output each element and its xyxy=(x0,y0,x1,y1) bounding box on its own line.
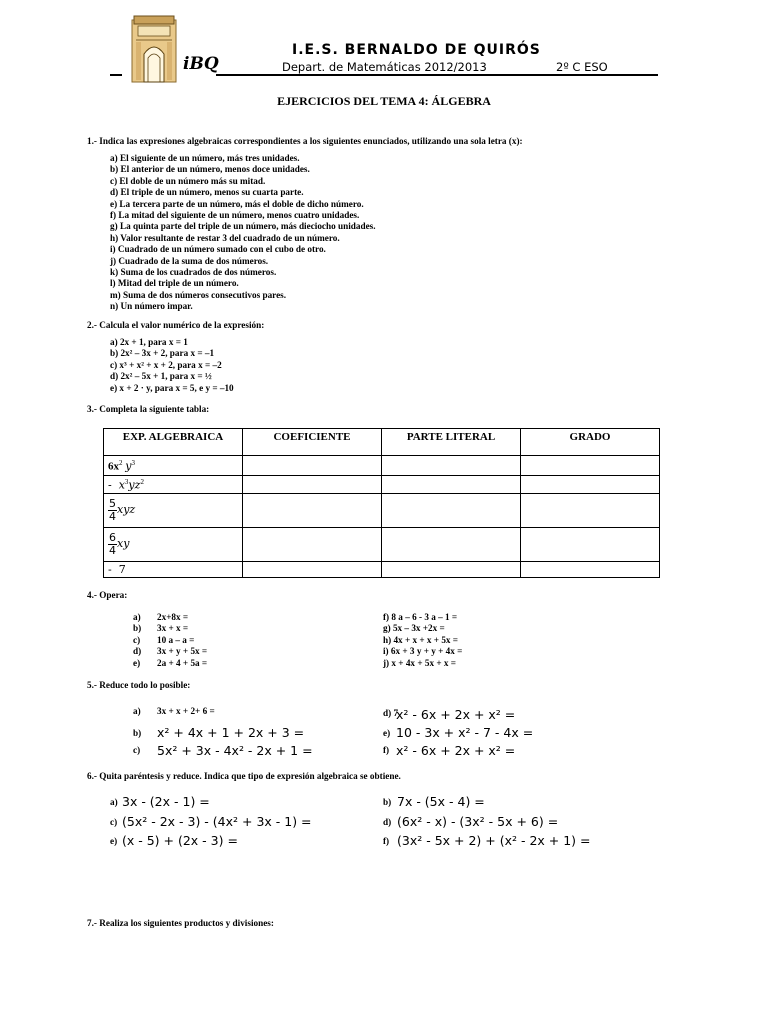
list-item: g) La quinta parte del triple de un número, más dieciocho unidades. xyxy=(110,221,376,232)
ex6-b-label: b) xyxy=(383,797,392,807)
table-cell-answer[interactable] xyxy=(382,456,521,476)
table-header: COEFICIENTE xyxy=(243,429,382,456)
ex6-b-expr: 7x - (5x - 4) = xyxy=(397,794,485,809)
ex6-f-expr: (3x² - 5x + 2) + (x² - 2x + 1) = xyxy=(397,833,591,848)
item-label: d) xyxy=(133,646,142,657)
table-header: EXP. ALGEBRAICA xyxy=(104,429,243,456)
list-item: a) El siguiente de un número, más tres unidades. xyxy=(110,153,300,163)
ex5-c-expr: 5x² + 3x - 4x² - 2x + 1 = xyxy=(157,743,313,758)
table-cell-expression: - 7 xyxy=(104,562,243,578)
list-item: j) x + 4x + 5x + x = xyxy=(383,657,456,668)
school-name: I.E.S. BERNALDO DE QUIRÓS xyxy=(292,42,541,58)
ex5-f-expr: x² - 6x + 2x + x² = xyxy=(396,743,516,758)
list-item: c) x³ + x² + x + 2, para x = –2 xyxy=(110,359,222,370)
ex1-list xyxy=(110,153,376,313)
ex6-d-expr: (6x² - x) - (3x² - 5x + 6) = xyxy=(397,814,559,829)
list-item: f) 8 a – 6 - 3 a – 1 = xyxy=(383,612,458,622)
list-item: a) 2x + 1, para x = 1 xyxy=(110,337,188,347)
ex6-e-expr: (x - 5) + (2x - 3) = xyxy=(122,833,238,848)
item-label: c) xyxy=(133,634,141,645)
ex4-left-labels xyxy=(133,612,141,669)
list-item: n) Un número impar. xyxy=(110,301,193,312)
ex6-a-expr: 3x - (2x - 1) = xyxy=(122,794,210,809)
ex6-title: 6.- Quita paréntesis y reduce. Indica que tipo de expresión algebraica se obtiene. xyxy=(87,771,401,781)
ex6-f-label: f) xyxy=(383,836,390,846)
table-cell-answer[interactable] xyxy=(382,528,521,562)
list-item: l) Mitad del triple de un número. xyxy=(110,278,239,289)
ex5-f-label: f) xyxy=(383,745,390,755)
item-label: e) xyxy=(133,657,141,668)
table-cell-answer[interactable] xyxy=(243,476,382,494)
table-cell-answer[interactable] xyxy=(382,476,521,494)
ex6-d-label: d) xyxy=(383,817,392,827)
list-item: d) El triple de un número, menos su cuarta parte. xyxy=(110,187,304,198)
list-item: g) 5x – 3x +2x = xyxy=(383,623,445,634)
ex7-title: 7.- Realiza los siguientes productos y divisiones: xyxy=(87,918,274,928)
table-cell-answer[interactable] xyxy=(382,494,521,528)
list-item: b) El anterior de un número, menos doce unidades. xyxy=(110,164,310,175)
ex5-a-label: a) xyxy=(133,706,141,716)
ex3-title: 3.- Completa la siguiente tabla: xyxy=(87,404,210,414)
ex1-title: 1.- Indica las expresiones algebraicas correspondientes a los siguientes enunciados, utilizando una sola letra (x): xyxy=(87,136,523,146)
table-cell-answer[interactable] xyxy=(521,476,660,494)
list-item: h) Valor resultante de restar 3 del cuadrado de un número. xyxy=(110,232,340,243)
list-item: 10 a – a = xyxy=(157,634,195,645)
list-item: f) La mitad del siguiente de un número, menos cuatro unidades. xyxy=(110,210,360,221)
table-cell-answer[interactable] xyxy=(243,494,382,528)
list-item: e) x + 2 · y, para x = 5, e y = –10 xyxy=(110,382,234,393)
table-cell-expression: - $x^3yz^2$ xyxy=(104,476,243,494)
table-cell-answer[interactable] xyxy=(521,456,660,476)
list-item: i) Cuadrado de un número sumado con el cubo de otro. xyxy=(110,244,326,255)
ex2-title: 2.- Calcula el valor numérico de la expresión: xyxy=(87,320,265,330)
table-cell-answer[interactable] xyxy=(521,494,660,528)
table-cell-answer[interactable] xyxy=(243,528,382,562)
table-cell-answer[interactable] xyxy=(243,562,382,578)
table-header: GRADO xyxy=(521,429,660,456)
list-item: d) 2x² – 5x + 1, para x = ½ xyxy=(110,371,212,382)
table-cell-expression: $\frac{5}{4}$ xyz xyxy=(104,494,243,528)
page-title: EJERCICIOS DEL TEMA 4: ÁLGEBRA xyxy=(277,94,491,108)
ex4-title: 4.- Opera: xyxy=(87,590,128,600)
expressions-table xyxy=(103,428,660,578)
ex5-c-label: c) xyxy=(133,745,141,755)
list-item: 2x+8x = xyxy=(157,612,189,622)
department: Depart. de Matemáticas 2012/2013 xyxy=(282,60,487,74)
ex5-e-expr: 10 - 3x + x² - 7 - 4x = xyxy=(396,725,534,740)
table-cell-expression: $6x^2$ $y^3$ xyxy=(104,456,243,476)
ex2-list xyxy=(110,337,234,394)
ex6-e-label: e) xyxy=(110,836,118,846)
course: 2º C ESO xyxy=(556,60,608,74)
ex5-b-label: b) xyxy=(133,728,142,738)
table-header: PARTE LITERAL xyxy=(382,429,521,456)
list-item: m) Suma de dos números consecutivos pares. xyxy=(110,289,287,300)
ex6-c-expr: (5x² - 2x - 3) - (4x² + 3x - 1) = xyxy=(122,814,312,829)
list-item: i) 6x + 3 y + y + 4x = xyxy=(383,646,463,657)
header-rule xyxy=(216,74,658,76)
item-label: b) xyxy=(133,623,142,634)
ex6-a-label: a) xyxy=(110,797,118,807)
ex5-a-expr: 3x + x + 2+ 6 = xyxy=(157,706,215,716)
table-cell-answer[interactable] xyxy=(382,562,521,578)
ex4-left-exprs xyxy=(157,612,207,669)
list-item: j) Cuadrado de la suma de dos números. xyxy=(110,255,269,266)
list-item: 3x + x = xyxy=(157,623,189,634)
school-logo xyxy=(124,14,184,84)
ex6-c-label: c) xyxy=(110,817,118,827)
list-item: k) Suma de los cuadrados de dos números. xyxy=(110,267,277,278)
list-item: 2a + 4 + 5a = xyxy=(157,657,208,668)
ex5-title: 5.- Reduce todo lo posible: xyxy=(87,680,191,690)
logo-mark: iBQ xyxy=(183,54,219,74)
table-cell-expression: $\frac{6}{4}$ xy xyxy=(104,528,243,562)
list-item: b) 2x² – 3x + 2, para x = –1 xyxy=(110,348,215,359)
ex5-b-expr: x² + 4x + 1 + 2x + 3 = xyxy=(157,725,305,740)
item-label: a) xyxy=(133,612,141,622)
ex5-d-label: d) 7 xyxy=(383,708,399,718)
ex5-e-label: e) xyxy=(383,728,391,738)
list-item: e) La tercera parte de un número, más el doble de dicho número. xyxy=(110,198,364,209)
header-rule-left xyxy=(110,74,122,76)
table-cell-answer[interactable] xyxy=(521,528,660,562)
list-item: c) El doble de un número más su mitad. xyxy=(110,175,266,186)
list-item: 3x + y + 5x = xyxy=(157,646,208,657)
table-cell-answer[interactable] xyxy=(521,562,660,578)
ex4-right xyxy=(383,612,462,669)
table-cell-answer[interactable] xyxy=(243,456,382,476)
ex5-d-expr: x² - 6x + 2x + x² = xyxy=(396,707,516,722)
list-item: h) 4x + x + x + 5x = xyxy=(383,634,459,645)
